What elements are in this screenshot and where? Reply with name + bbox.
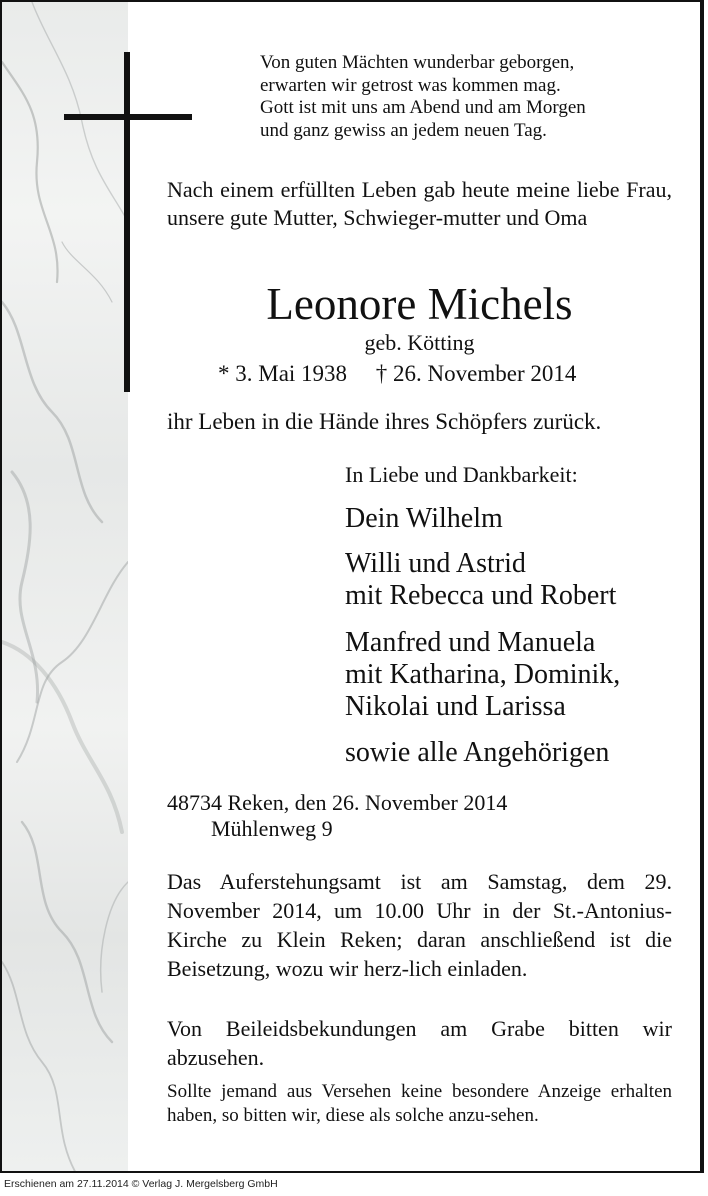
marble-veins: [2, 2, 128, 1173]
marble-texture: [2, 2, 128, 1171]
notice-note: Sollte jemand aus Versehen keine besondere Anzeige erhalten haben, so bitten wir, diese als solche anzu-sehen.: [167, 1081, 672, 1126]
thanks-line: In Liebe und Dankbarkeit:: [345, 462, 578, 487]
funeral-info: Das Auferstehungsamt ist am Samstag, dem 29. November 2014, um 10.00 Uhr in der St.-Antonius-Kirche zu Klein Reken; daran anschließend ist die Beisetzung, wozu wir herz-lich einladen.: [167, 869, 672, 981]
family-entry: Dein Wilhelm: [345, 503, 503, 534]
intro-text: Nach einem erfüllten Leben gab heute meine liebe Frau, unsere gute Mutter, Schwieger-mutter und Oma: [167, 177, 672, 230]
address-line: 48734 Reken, den 26. November 2014 Mühlenweg 9: [167, 790, 508, 841]
family-entry: sowie alle Angehörigen: [345, 737, 610, 768]
deceased-name: Leonore Michels: [266, 279, 573, 329]
family-entry: Willi und Astrid mit Rebecca und Robert: [345, 548, 617, 611]
return-text: ihr Leben in die Hände ihres Schöpfers zurück.: [167, 409, 602, 434]
poem: Von guten Mächten wunderbar geborgen, erwarten wir getrost was kommen mag. Gott ist mit uns am Abend und am Morgen und ganz gewiss an jedem neuen Tag.: [260, 52, 586, 141]
family-entry: Manfred und Manuela mit Katharina, Dominik, Nikolai und Larissa: [345, 627, 621, 722]
birth-name: geb. Kötting: [364, 330, 475, 355]
cross-vertical: [124, 52, 130, 392]
life-dates: * 3. Mai 1938 † 26. November 2014: [218, 361, 577, 386]
cross-horizontal: [64, 114, 192, 120]
publication-footer: Erschienen am 27.11.2014 © Verlag J. Mergelsberg GmbH: [4, 1178, 278, 1190]
condolence-note: Von Beileidsbekundungen am Grabe bitten wir abzusehen.: [167, 1016, 672, 1070]
